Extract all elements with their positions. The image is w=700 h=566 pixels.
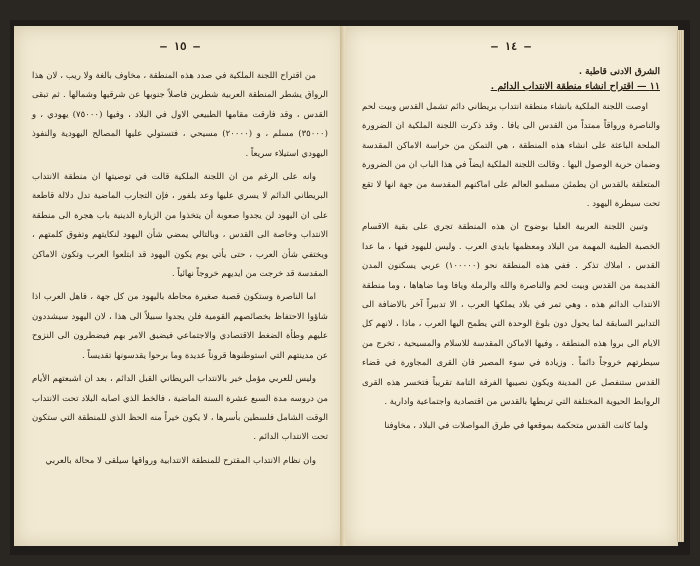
left-paragraph: من اقتراح اللجنة الملكية في صدد هذه المنطقة ، مخاوف بالغة ولا ريب ، لان هذا الرواق يشطر المنطقة العربية شطرين فاصلاً جنوبها عن شرقيها وشمالها . ثم تبقى القدس ، وقد فارقت مقامها الطبيعي الاول في البلاد ، وفيها (٧٥٠٠٠) يهودي ، و (٣٥٠٠٠) مسلم ، و (٢٠٠٠٠) مسيحي ، فتستولي عليها المصالح اليهودية والنفوذ اليهودي استيلاء سريعاً . (32, 71, 329, 159)
left-paragraph: اما الناصرة وستكون قصبة صغيرة محاطة باليهود من كل جهة ، فاهل العرب اذا شاؤوا الاحتفاظ بخصائصهم القومية فلن يجدوا سبيلاً الى هذا ، لان اليهود سيشددون عليهم وطأة الضغط الاقتصادي والاجتماعي فيضيق الامر بهم فيضطرون الى النزوح عن مدينتهم التي استوطنوها قروناً عديدة وما برحوا يقدسونها تقديساً . (32, 292, 328, 361)
right-paragraph: وتبين اللجنة العربية العليا بوضوح ان هذه المنطقة تجري على بقية الاقسام الخصبة الطيبة المهمة من البلاد ومعظمها بايدي العرب . وليس لليهود فيها ، ما عدا القدس ، املاك تذكر . ففي هذه المنطقة نحو (١٠٠٠٠٠) عربي يسكنون المدن القديمة من القدس وبيت لحم والناصرة والله والرملة ويافا وما ضاهاها ، وما منطقة الانتداب الدائم هذه ، وهي تمر في بلاد يملكها العرب ، الا تدبيراً آخر بالاضافة الى التدابير السابقة لما يحول دون بلوغ الوحدة التي يطمح اليها العرب ، ماذا ، لانهم كل الايام الى بروا هذه المنطقة ، وفيها الاماكن المقدسة للاسلام والمسيحية ، تخرج من سيطرتهم خروجاً دائماً . وزيادة في سوء المصير فان القرى المجاورة في قضاء القدس ستنفصل عن المدينة ويكون نصيبها الفرقة التامة تقريباً فتخسر هذه القرى الروابط الحيوية المختلفة التي تربطها بالقدس من اقتصادية واجتماعية وادارية . (362, 222, 660, 408)
page-number-15: — ١٥ — (160, 40, 200, 53)
right-paragraph: اوصت اللجنة الملكية بانشاء منطقة انتداب بريطاني دائم تشمل القدس وبيت لحم والناصرة ورواقاً ممتداً من القدس الى يافا . وقد ذكرت اللجنة الملكية ان الضرورة الملحة الباعثة على انشاء هذه المنطقة ، هي التمكن من حراسة الاماكن المقدسة وضمان حرية الوصول اليها . وقالت اللجنة الملكية ايضاً في هذا الباب ان من الضرورة المتعلقة بالقدس ان يطمئن مسلمو العالم على اماكنهم المقدسة من جهة انها لا تقع تحت سيطرة اليهود . (362, 102, 660, 210)
page-number-14: — ١٤ — (491, 40, 531, 53)
right-page-body (362, 98, 660, 436)
right-paragraph: ولما كانت القدس متحكمة بموقعها في طرق المواصلات في البلاد ، مخاوفنا (384, 420, 648, 431)
left-paragraph: وان نظام الانتداب المقترح للمنطقة الانتدابية ورواقها سيلقى لا محالة بالعربي (45, 455, 316, 466)
page-edges (676, 30, 684, 542)
left-page (14, 26, 344, 546)
left-paragraph: وليس للعربي مؤمل خير بالانتداب البريطاني القبل الدائم ، بعد ان اشبعتهم الأيام من دروسه مدة السبع عشرة السنة الماضية ، فالخط الذي اصابه البلاد تحت الانتداب الوقت الشامل فلسطين بأسرها ، لا يكون خيراً منه الحظ الذي للمنطقة التي ستكون تحت الانتداب الدائم . (32, 374, 328, 443)
left-paragraph: وانه على الرغم من ان اللجنة الملكية قالت في توصيتها ان منطقة الانتداب البريطاني الدائم لا يسري عليها وعد بلفور ، فإن التجارب الماضية تدل دلالة قاطعة على ان اليهود لن يجدوا صعوبة أن يتخذوا من الزيارة الدينية باب هجرة الى منطقة الانتداب وخاصة الى القدس ، وبالتالي يمضي شأن اليهود لنكايتهم وتفوق كلمتهم ، ويختفي شأن العرب ، حتى يأتي يوم يكون اليهود قد ابتلعوا العرب وتكون الاماكن المقدسة قد خرجت من ايديهم خروجاً نهائياً . (32, 172, 328, 280)
right-page (346, 26, 678, 546)
section-heading: ١١ — اقتراح انشاء منطقة الانتداب الدائم . (490, 81, 660, 92)
continued-line: الشرق الادنى قاطبة . (578, 67, 660, 77)
left-page-body (32, 67, 328, 471)
